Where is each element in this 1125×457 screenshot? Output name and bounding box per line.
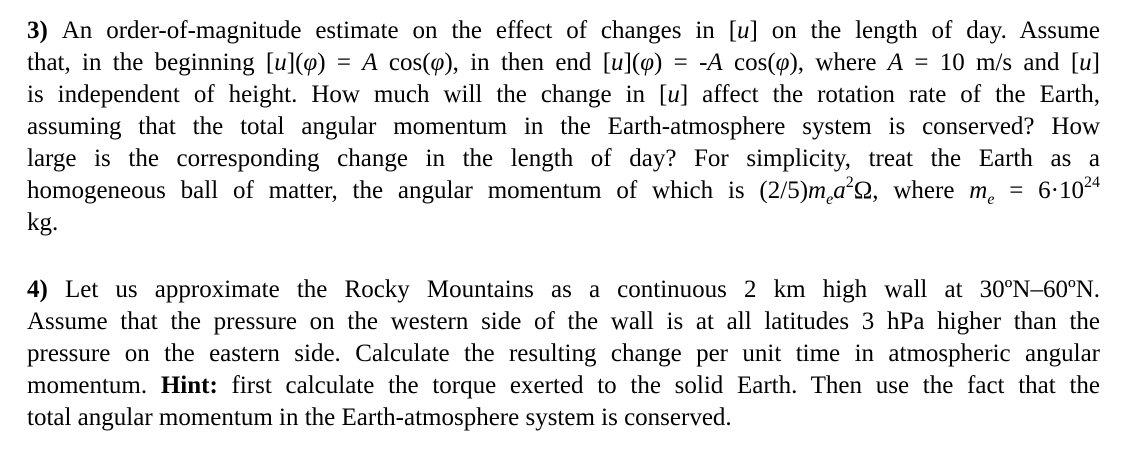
problem-4 (27, 274, 1100, 434)
problem-3-line-4: assuming that the total angular momentum in the Earth-atmosphere system is conserved? How (27, 113, 1100, 140)
problem-number: 4) (27, 276, 65, 303)
problem-4-line-1: 4) Let us approximate the Rocky Mountains as a continuous 2 km high wall at 30ºN–60ºN. (27, 276, 1101, 303)
problem-4-line-3: pressure on the eastern side. Calculate the resulting change per unit time in atmospheric angular (27, 340, 1100, 367)
problem-3-line-1: 3) An order-of-magnitude estimate on the effect of changes in [u] on the length of day. Assume (27, 17, 1101, 44)
problem-4-line-2: Assume that the pressure on the western side of the wall is at all latitudes 3 hPa higher than the (27, 308, 1100, 335)
problem-4-line-5: total angular momentum in the Earth-atmosphere system is conserved. (27, 404, 732, 431)
problem-3-line-7: kg. (27, 209, 59, 236)
problem-3-line-6: homogeneous ball of matter, the angular momentum of which is $(2/5)m_ea^2\Omega$, where $m_e = 6\cdot 10^{24}$ (27, 174, 1100, 208)
problem-number: 3) (27, 17, 62, 44)
problem-4-line-4: momentum. Hint: first calculate the torque exerted to the solid Earth. Then use the fact that the (27, 372, 1100, 399)
problem-3 (27, 15, 1100, 239)
problem-3-line-5: large is the corresponding change in the length of day? For simplicity, treat the Earth as a (27, 145, 1100, 172)
problem-3-line-2: that, in the beginning [u](φ) = A cos(φ), in then end [u](φ) = -A cos(φ), where A = 10 m/s and [u] (27, 49, 1100, 76)
problem-3-line-3: is independent of height. How much will the change in [u] affect the rotation rate of the Earth, (27, 81, 1100, 108)
